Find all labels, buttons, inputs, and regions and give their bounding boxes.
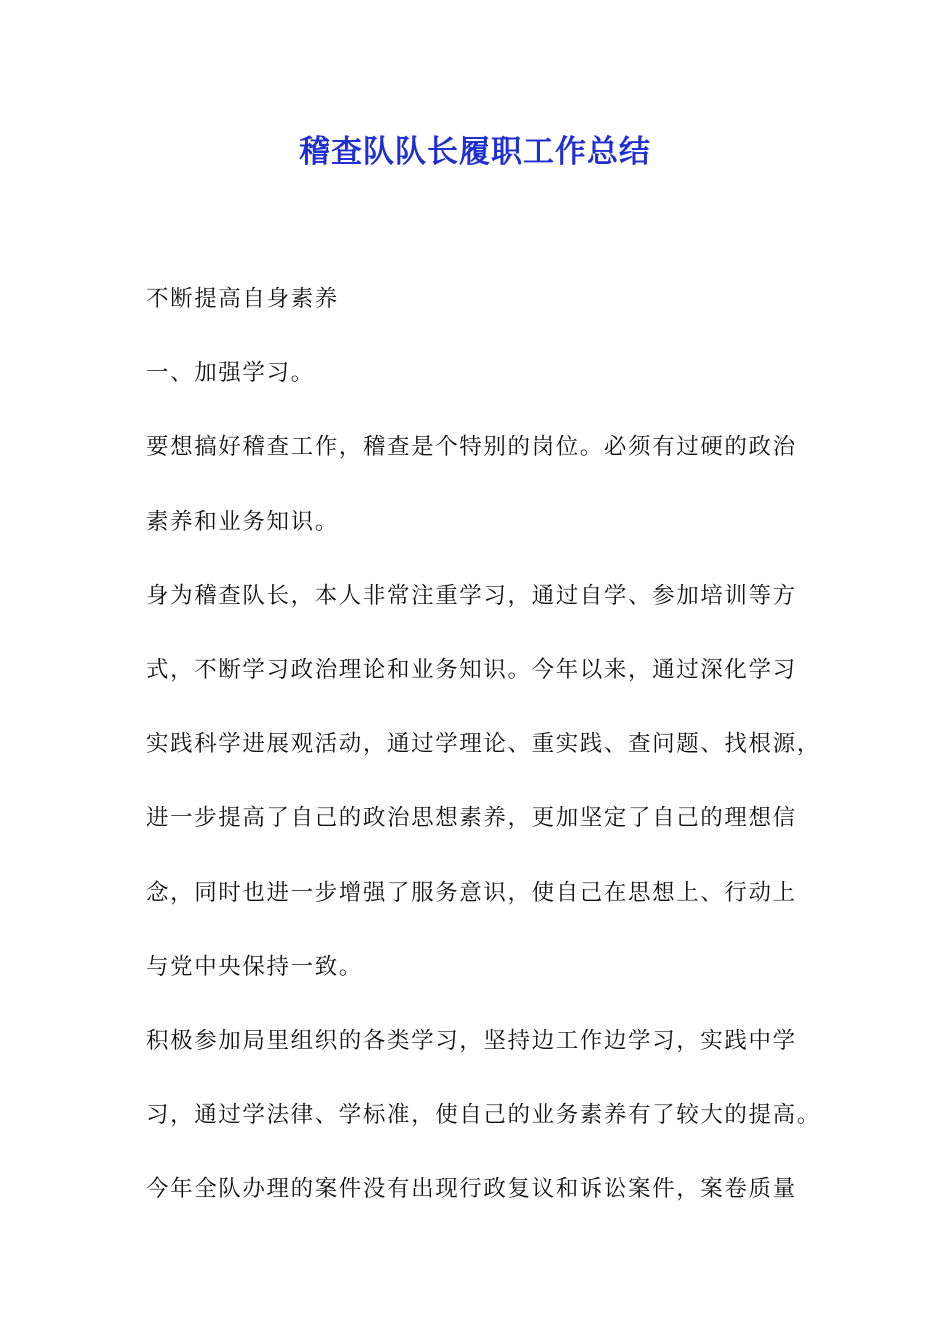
paragraph-line: 习，通过学法律、学标准，使自己的业务素养有了较大的提高。 [146, 1102, 821, 1129]
paragraph-line: 与党中央保持一致。 [146, 953, 363, 980]
document-body [146, 262, 836, 1226]
paragraph-line: 素养和业务知识。 [146, 508, 339, 535]
paragraph-line: 要想搞好稽查工作，稽查是个特别的岗位。必须有过硬的政治 [146, 434, 797, 461]
document-title: 稽查队队长履职工作总结 [299, 134, 651, 170]
section-heading: 不断提高自身素养 [146, 286, 339, 312]
subsection-heading: 一、加强学习。 [146, 360, 315, 387]
paragraph-line: 进一步提高了自己的政治思想素养，更加坚定了自己的理想信 [146, 805, 797, 832]
paragraph-line: 实践科学进展观活动，通过学理论、重实践、查问题、找根源， [146, 731, 821, 758]
paragraph-line: 身为稽查队长，本人非常注重学习，通过自学、参加培训等方 [146, 582, 797, 609]
paragraph-line: 式，不断学习政治理论和业务知识。今年以来，通过深化学习 [146, 656, 797, 683]
paragraph-line: 念，同时也进一步增强了服务意识，使自己在思想上、行动上 [146, 879, 797, 906]
paragraph-line: 今年全队办理的案件没有出现行政复议和诉讼案件，案卷质量 [146, 1176, 797, 1203]
paragraph-line: 积极参加局里组织的各类学习，坚持边工作边学习，实践中学 [146, 1027, 797, 1054]
